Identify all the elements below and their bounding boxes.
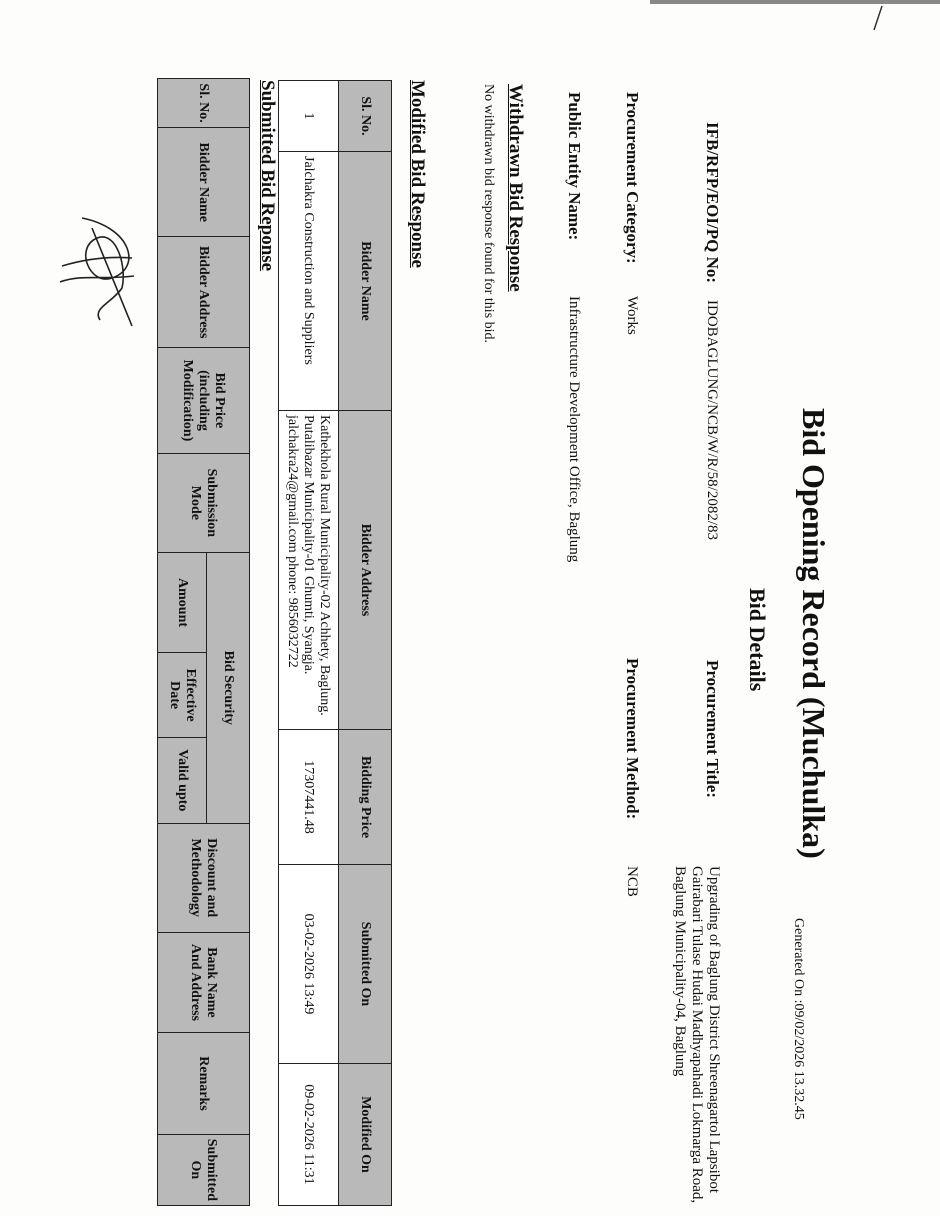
submitted-bid-table [157, 78, 250, 1206]
generated-on: Generated On :09/02/2026 13.32.45 [791, 918, 806, 1120]
ifb-value: IDOBAGLUNG/NCB/W/R/58/2082/83 [704, 300, 720, 540]
col-remarks: Remarks [158, 1033, 250, 1135]
method-value: NCB [624, 866, 640, 897]
document-title: Bid Opening Record (Muchulka) [796, 408, 832, 859]
col-bidder-address: Bidder Address [158, 237, 250, 348]
submitted-heading: Submitted Bid Reponse [257, 80, 278, 272]
entity-value: Infrastructure Development Office, Baglung [566, 296, 582, 563]
col-bidder-address: Bidder Address [339, 411, 392, 730]
col-sl-no: Sl. No. [158, 79, 250, 128]
col-submitted-on: Submitted On [158, 1134, 250, 1205]
submitted-header-row-1 [207, 79, 250, 1206]
col-submitted-on: Submitted On [339, 865, 392, 1064]
category-value: Works [624, 296, 640, 335]
col-bank: Bank Name And Address [158, 932, 250, 1033]
col-discount: Discount and Methodology [158, 823, 250, 932]
col-bid-price: Bid Price (including Modification) [158, 348, 250, 454]
cell-bidder-name: Jalchakra Construction and Suppliers [279, 152, 339, 411]
modified-bid-table [278, 80, 392, 1206]
col-effective-date: Effective Date [158, 653, 207, 738]
category-label: Procurement Category: [623, 92, 642, 264]
cell-sl: 1 [279, 81, 339, 152]
col-bidding-price: Bidding Price [339, 730, 392, 865]
method-label: Procurement Method: [623, 658, 642, 820]
col-modified-on: Modified On [339, 1064, 392, 1206]
col-bid-security: Bid Security [207, 552, 250, 823]
col-bidder-name: Bidder Name [339, 152, 392, 411]
ifb-label: IFB/RFP/EOI/PQ No: [703, 122, 722, 284]
table-row [279, 81, 339, 1206]
entity-label: Public Entity Name: [565, 92, 584, 241]
col-valid-upto: Valid upto [158, 737, 207, 823]
bid-details-heading: Bid Details [745, 588, 770, 692]
handwritten-signature-icon [52, 208, 152, 338]
procurement-title-label: Procurement Title: [703, 660, 722, 799]
col-submission-mode: Submission Mode [158, 453, 250, 552]
col-sl-no: Sl. No. [339, 81, 392, 152]
withdrawn-note: No withdrawn bid response found for this bid. [481, 84, 496, 343]
col-bidder-name: Bidder Name [158, 128, 250, 237]
procurement-title-value: Upgrading of Baglung District Shreenagartol Lapsibot Gairabari Tulase Hudai Madhyapahadi Lokmarga Road, Baglung Municipality-04, Baglung [672, 866, 722, 1204]
cell-bidder-address: Kathekhola Rural Municipality-02 Achhety, Baglung. Putalibazar Municipality-01 Ghumti, Syangja. jalchakra24@gmail.com phone: 9856032722 [279, 411, 339, 730]
modified-table-header [339, 81, 392, 1206]
modified-heading: Modified Bid Response [407, 80, 428, 268]
cell-modified-on: 09-02-2026 11:31 [279, 1064, 339, 1206]
col-amount: Amount [158, 552, 207, 653]
withdrawn-heading: Withdrawn Bid Response [505, 84, 526, 292]
cell-submitted-on: 03-02-2026 13:49 [279, 865, 339, 1064]
cell-bidding-price: 17307441.48 [279, 730, 339, 865]
